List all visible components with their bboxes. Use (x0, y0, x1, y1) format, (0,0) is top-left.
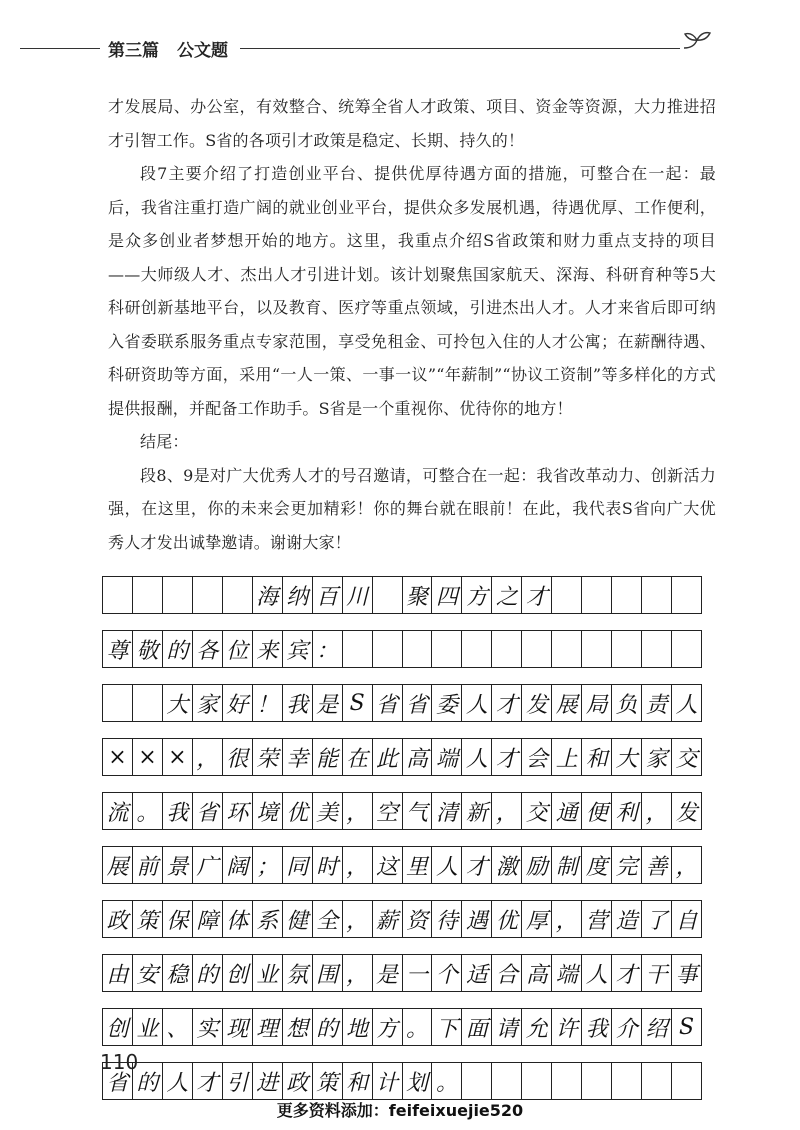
grid-cell: 发 (672, 793, 702, 829)
grid-cell (552, 1063, 582, 1099)
grid-cell: 业 (253, 955, 283, 991)
header-part: 第三篇 (108, 41, 159, 61)
writing-grid (102, 576, 702, 1116)
grid-cell: 。 (432, 1063, 462, 1099)
grid-cell: 景 (163, 847, 193, 883)
grid-cell: 了 (642, 901, 672, 937)
grid-cell: 理 (253, 1009, 283, 1045)
grid-cell: 方 (373, 1009, 403, 1045)
grid-cell: S (343, 685, 373, 721)
grid-cell: 海 (253, 577, 283, 613)
grid-cell: 下 (432, 1009, 462, 1045)
paragraph: 段7主要介绍了打造创业平台、提供优厚待遇方面的措施，可整合在一起：最后，我省注重打造广阔的就业创业平台，提供众多发展机遇，待遇优厚、工作便利，是众多创业者梦想开始的地方。这里，我重点介绍S省政策和财力重点支持的项目——大师级人才、杰出人才引进计划。该计划聚焦国家航天、深海、科研育种等5大科研创新基地平台，以及教育、医疗等重点领域，引进杰出人才。人才来省后即可纳入省委联系服务重点专家范围，享受免租金、可拎包入住的人才公寓；在薪酬待遇、科研资助等方面，采用“一人一策、一事一议”“年薪制”“协议工资制”等多样化的方式提供报酬，并配备工作助手。S省是一个重视你、优待你的地方！ (108, 164, 716, 418)
grid-cell (223, 577, 253, 613)
grid-cell: 薪 (373, 901, 403, 937)
grid-cell: 和 (582, 739, 612, 775)
grid-cell: 会 (522, 739, 552, 775)
grid-cell: 厚 (522, 901, 552, 937)
grid-cell: 保 (163, 901, 193, 937)
grid-cell: 系 (253, 901, 283, 937)
grid-cell: 稳 (163, 955, 193, 991)
grid-cell (133, 577, 163, 613)
grid-cell: 纳 (283, 577, 313, 613)
grid-cell: 全 (313, 901, 343, 937)
grid-cell: 划 (403, 1063, 433, 1099)
grid-cell: 人 (462, 739, 492, 775)
grid-cell: 制 (552, 847, 582, 883)
grid-cell: 责 (642, 685, 672, 721)
grid-cell: 自 (672, 901, 702, 937)
grid-cell: 环 (223, 793, 253, 829)
grid-cell: 我 (582, 1009, 612, 1045)
grid-cell: 现 (223, 1009, 253, 1045)
grid-cell: 的 (313, 1009, 343, 1045)
grid-cell: 营 (582, 901, 612, 937)
grid-cell: ， (672, 847, 702, 883)
grid-cell: 才 (193, 1063, 223, 1099)
grid-cell: 才 (462, 847, 492, 883)
grid-cell (103, 685, 133, 721)
grid-cell: 创 (103, 1009, 133, 1045)
page-header (0, 28, 800, 61)
header-rule-left (20, 48, 100, 49)
grid-cell: 很 (223, 739, 253, 775)
grid-cell: 绍 (642, 1009, 672, 1045)
grid-cell: ， (552, 901, 582, 937)
grid-cell: 人 (462, 685, 492, 721)
grid-cell: 请 (492, 1009, 522, 1045)
grid-cell: 聚 (403, 577, 433, 613)
grid-cell: ， (193, 739, 223, 775)
grid-cell: × (103, 739, 133, 775)
grid-cell: 计 (373, 1063, 403, 1099)
grid-cell: 优 (492, 901, 522, 937)
grid-cell: 人 (432, 847, 462, 883)
grid-cell: 流 (103, 793, 133, 829)
grid-cell (163, 577, 193, 613)
grid-cell (612, 1063, 642, 1099)
grid-cell: 优 (283, 793, 313, 829)
grid-cell: 政 (283, 1063, 313, 1099)
grid-cell: ； (253, 847, 283, 883)
grid-cell: 局 (582, 685, 612, 721)
grid-cell: 负 (612, 685, 642, 721)
grid-cell: 端 (432, 739, 462, 775)
page-number: 110 (100, 1050, 139, 1074)
grid-cell: 我 (283, 685, 313, 721)
paragraph-heading: 结尾： (140, 432, 189, 451)
grid-cell: 健 (283, 901, 313, 937)
grid-cell: 美 (313, 793, 343, 829)
grid-cell: 由 (103, 955, 133, 991)
header-topic: 公文题 (177, 41, 228, 61)
grid-cell (582, 631, 612, 667)
grid-cell: S (672, 1009, 702, 1045)
grid-cell: 幸 (283, 739, 313, 775)
grid-row (102, 792, 702, 830)
grid-row (102, 738, 702, 776)
grid-cell: 在 (343, 739, 373, 775)
grid-cell: 高 (403, 739, 433, 775)
grid-cell: 允 (522, 1009, 552, 1045)
paragraph: 才发展局、办公室，有效整合、统筹全省人才政策、项目、资金等资源，大力推进招才引智工作。S省的各项引才政策是稳定、长期、持久的！ (108, 97, 716, 150)
grid-cell: 完 (612, 847, 642, 883)
grid-cell: 人 (163, 1063, 193, 1099)
grid-cell: 好 (223, 685, 253, 721)
grid-cell: 位 (223, 631, 253, 667)
grid-cell: 业 (133, 1009, 163, 1045)
grid-cell (552, 577, 582, 613)
grid-cell: 端 (552, 955, 582, 991)
grid-cell: 策 (313, 1063, 343, 1099)
grid-cell: 人 (582, 955, 612, 991)
grid-cell: 面 (462, 1009, 492, 1045)
grid-cell (373, 631, 403, 667)
grid-cell (133, 685, 163, 721)
grid-cell: 实 (193, 1009, 223, 1045)
grid-cell: 才 (522, 577, 552, 613)
grid-cell (612, 631, 642, 667)
grid-cell: 这 (373, 847, 403, 883)
grid-cell: 高 (522, 955, 552, 991)
grid-cell: 之 (492, 577, 522, 613)
grid-cell: 围 (313, 955, 343, 991)
grid-cell: 省 (103, 1063, 133, 1099)
grid-cell: 策 (133, 901, 163, 937)
grid-cell: 人 (672, 685, 702, 721)
grid-cell: 展 (552, 685, 582, 721)
grid-cell: 展 (103, 847, 133, 883)
grid-cell: 里 (403, 847, 433, 883)
grid-row (102, 900, 702, 938)
grid-cell: 宾 (283, 631, 313, 667)
grid-cell (522, 1063, 552, 1099)
grid-cell (672, 577, 702, 613)
grid-cell: 大 (612, 739, 642, 775)
header-title (108, 36, 228, 61)
grid-cell (193, 577, 223, 613)
grid-cell (552, 631, 582, 667)
grid-row (102, 1062, 702, 1100)
grid-cell: 造 (612, 901, 642, 937)
grid-cell: 激 (492, 847, 522, 883)
grid-cell: 同 (283, 847, 313, 883)
grid-cell: 适 (462, 955, 492, 991)
grid-cell: 的 (163, 631, 193, 667)
grid-cell: 气 (403, 793, 433, 829)
grid-cell: 、 (163, 1009, 193, 1045)
grid-cell: 许 (552, 1009, 582, 1045)
grid-cell: 资 (403, 901, 433, 937)
grid-cell (103, 577, 133, 613)
grid-cell: 通 (552, 793, 582, 829)
grid-cell: 省 (193, 793, 223, 829)
grid-cell: 的 (193, 955, 223, 991)
grid-cell (462, 631, 492, 667)
grid-row (102, 1008, 702, 1046)
grid-cell (462, 1063, 492, 1099)
grid-cell: 省 (403, 685, 433, 721)
body-text (108, 90, 716, 559)
grid-cell: 敬 (133, 631, 163, 667)
grid-cell: ， (642, 793, 672, 829)
grid-cell: 四 (432, 577, 462, 613)
grid-cell: 创 (223, 955, 253, 991)
grid-cell: 遇 (462, 901, 492, 937)
grid-cell: 能 (313, 739, 343, 775)
footer-note: 更多资料添加：feifeixuejie520 (276, 1101, 524, 1120)
grid-cell: 体 (223, 901, 253, 937)
header-rule-right (240, 48, 680, 49)
grid-cell: 安 (133, 955, 163, 991)
grid-cell: 个 (432, 955, 462, 991)
grid-cell: 。 (403, 1009, 433, 1045)
grid-cell: 我 (163, 793, 193, 829)
grid-cell: 才 (492, 685, 522, 721)
grid-cell: 各 (193, 631, 223, 667)
grid-cell: 省 (373, 685, 403, 721)
grid-cell: ， (343, 955, 373, 991)
grid-cell: 地 (343, 1009, 373, 1045)
grid-cell: 来 (253, 631, 283, 667)
grid-cell: 家 (193, 685, 223, 721)
grid-cell: 家 (642, 739, 672, 775)
grid-cell: 大 (163, 685, 193, 721)
grid-cell: ： (313, 631, 343, 667)
grid-cell (672, 631, 702, 667)
grid-cell: 是 (373, 955, 403, 991)
grid-cell: 方 (462, 577, 492, 613)
grid-cell: 便 (582, 793, 612, 829)
grid-cell (492, 1063, 522, 1099)
grid-cell: ！ (253, 685, 283, 721)
grid-row (102, 630, 702, 668)
grid-cell: ， (343, 901, 373, 937)
sprout-icon (680, 28, 714, 58)
grid-cell: × (133, 739, 163, 775)
grid-cell: 励 (522, 847, 552, 883)
grid-cell: 障 (193, 901, 223, 937)
grid-cell: 利 (612, 793, 642, 829)
grid-cell (373, 577, 403, 613)
grid-cell: 事 (672, 955, 702, 991)
grid-cell: 是 (313, 685, 343, 721)
grid-cell: 委 (432, 685, 462, 721)
grid-cell: 空 (373, 793, 403, 829)
grid-cell (612, 577, 642, 613)
grid-row (102, 684, 702, 722)
grid-cell (642, 577, 672, 613)
grid-cell: 善 (642, 847, 672, 883)
grid-cell (672, 1063, 702, 1099)
grid-cell: 发 (522, 685, 552, 721)
grid-cell: 的 (133, 1063, 163, 1099)
grid-cell: 此 (373, 739, 403, 775)
grid-cell (582, 577, 612, 613)
grid-cell: ， (492, 793, 522, 829)
grid-cell: 引 (223, 1063, 253, 1099)
grid-cell: × (163, 739, 193, 775)
grid-cell: 交 (522, 793, 552, 829)
grid-cell: 新 (462, 793, 492, 829)
grid-cell (432, 631, 462, 667)
grid-cell: 一 (403, 955, 433, 991)
grid-cell: 想 (283, 1009, 313, 1045)
grid-cell: 合 (492, 955, 522, 991)
grid-cell (522, 631, 552, 667)
grid-cell: 百 (313, 577, 343, 613)
grid-cell: 才 (492, 739, 522, 775)
grid-cell: 政 (103, 901, 133, 937)
grid-cell: 尊 (103, 631, 133, 667)
grid-cell: 荣 (253, 739, 283, 775)
grid-cell: 川 (343, 577, 373, 613)
grid-cell: 介 (612, 1009, 642, 1045)
grid-cell: 氛 (283, 955, 313, 991)
grid-cell: ， (343, 847, 373, 883)
grid-cell: 广 (193, 847, 223, 883)
grid-row (102, 846, 702, 884)
grid-cell (343, 631, 373, 667)
grid-cell: 进 (253, 1063, 283, 1099)
grid-cell: 清 (432, 793, 462, 829)
grid-row (102, 954, 702, 992)
grid-cell: 干 (642, 955, 672, 991)
grid-cell: ， (343, 793, 373, 829)
grid-row (102, 576, 702, 614)
grid-cell: 交 (672, 739, 702, 775)
grid-cell: 上 (552, 739, 582, 775)
grid-cell: 前 (133, 847, 163, 883)
grid-cell: 和 (343, 1063, 373, 1099)
grid-cell (492, 631, 522, 667)
grid-cell (582, 1063, 612, 1099)
grid-cell (642, 1063, 672, 1099)
grid-cell: 阔 (223, 847, 253, 883)
grid-cell: 境 (253, 793, 283, 829)
grid-cell: 才 (612, 955, 642, 991)
grid-cell (403, 631, 433, 667)
grid-cell (642, 631, 672, 667)
paragraph: 段8、9是对广大优秀人才的号召邀请，可整合在一起：我省改革动力、创新活力强，在这里，你的未来会更加精彩！你的舞台就在眼前！在此，我代表S省向广大优秀人才发出诚挚邀请。谢谢大家！ (108, 465, 716, 552)
grid-cell: 时 (313, 847, 343, 883)
grid-cell: 。 (133, 793, 163, 829)
grid-cell: 度 (582, 847, 612, 883)
grid-cell: 待 (432, 901, 462, 937)
